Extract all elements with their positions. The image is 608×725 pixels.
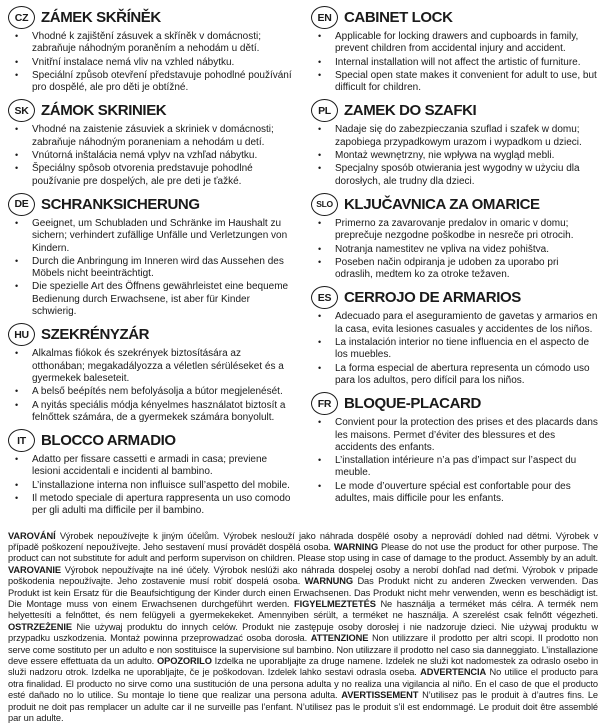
- left-column: [8, 6, 295, 523]
- warning-keyword-slo: OPOZORILO: [156, 656, 212, 667]
- section-en: [311, 6, 598, 94]
- section-title-sk: ZÁMOK SKRINIEK: [41, 102, 167, 120]
- section-header: [311, 99, 598, 122]
- bullet-item: • Le mode d’ouverture spécial est confortable pour des adultes, mais difficile pour les enfants.: [311, 481, 598, 506]
- section-header: [311, 193, 598, 216]
- lang-badge-cz: CZ: [8, 6, 35, 29]
- section-fr: [311, 392, 598, 505]
- lang-badge-en: EN: [311, 6, 338, 29]
- lang-badge-pl: PL: [311, 99, 338, 122]
- bullet-item: • Vhodné k zajištění zásuvek a skříněk v domácnosti; zabraňuje náhodným poraněním a nehodám u dětí.: [8, 31, 295, 56]
- warning-paragraph: [8, 531, 598, 725]
- bullet-item: • Adecuado para el aseguramiento de gavetas y armarios en la casa, evita lesiones casuales y accidentes de los niños.: [311, 311, 598, 336]
- section-hu: [8, 323, 295, 424]
- section-title-it: BLOCCO ARMADIO: [41, 432, 176, 450]
- warning-keyword-hu: FIGYELMEZTETÉS: [294, 599, 376, 610]
- bullet-item: • Vhodné na zaistenie zásuviek a skriniek v domácnosti; zabraňuje náhodným poraneniam a nehodám u detí.: [8, 124, 295, 149]
- section-de: [8, 193, 295, 318]
- bullet-item: • Die spezielle Art des Öffnens gewährleistet eine bequeme Bedienung durch Erwachsene, ist aber für Kinder schwierig.: [8, 281, 295, 318]
- section-es: [311, 286, 598, 387]
- section-title-fr: BLOQUE-PLACARD: [344, 395, 481, 413]
- bullet-item: • Special open state makes it convenient for adult to use, but difficult for children.: [311, 70, 598, 95]
- bullet-item: • Applicable for locking drawers and cupboards in family, prevent children from accidental injury and accident.: [311, 31, 598, 56]
- warning-text-cz: Výrobek nepoužívejte k jiným účelům. Výrobek neslouží jako náhrada dospělé osoby a neprovádí dohled nad dětmi. Výrobek v případě poškození nepoužívejte. Jeho sestavení musí provádět dospělá osoba.: [8, 530, 599, 553]
- lang-badge-hu: HU: [8, 323, 35, 346]
- bullet-item: • La forma especial de abertura representa un cómodo uso para los adultos, pero difícil para los niños.: [311, 363, 598, 388]
- bullet-list: [8, 124, 295, 187]
- bullet-item: • Geeignet, um Schubladen und Schränke im Haushalt zu sichern; verhindert zufällige Unfälle und Verletzungen von Kindern.: [8, 218, 295, 255]
- bullet-item: • Durch die Anbringung im Inneren wird das Aussehen des Möbels nicht beeinträchtigt.: [8, 256, 295, 281]
- bullet-list: [8, 348, 295, 424]
- section-header: [8, 193, 295, 216]
- section-title-en: CABINET LOCK: [344, 9, 453, 26]
- warning-keyword-pl: OSTRZEŻENIE: [8, 621, 72, 632]
- warning-keyword-en: WARNING: [333, 542, 379, 553]
- lang-badge-de: DE: [8, 193, 35, 216]
- bullet-item: • Convient pour la protection des prises et des placards dans les maisons. Permet d’éviter des blessures et des accidents des enfants.: [311, 417, 598, 454]
- warning-keyword-sk: VAROVANIE: [8, 564, 61, 575]
- section-title-cz: ZÁMEK SKŘÍNĚK: [41, 9, 161, 26]
- warning-text-es: No utilice el producto para otra finalidad. El producto no sirve como una sustitución de una persona adulta y no realiza una vigilancia al niño. En el caso de que el producto esté dañado no lo utilice. Su montaje lo tiene que realizar una persona adulta.: [8, 667, 598, 701]
- bullet-list: [8, 31, 295, 94]
- warning-text-it: Non utilizzare il prodotto per altri scopi. Il prodotto non serve come sostituto per un adulto e non sostituisce la supervisione sul bambino. Non utilizzare il prodotto nel caso sia danneggiato. L’installazione deve essere effettuata da un adulto.: [8, 633, 599, 667]
- lang-badge-slo: SLO: [311, 193, 338, 216]
- bullet-list: [311, 417, 598, 505]
- section-slo: [311, 193, 598, 281]
- section-title-slo: KLJUČAVNICA ZA OMARICE: [344, 195, 540, 213]
- section-header: [311, 6, 598, 29]
- section-title-hu: SZEKRÉNYZÁR: [41, 326, 150, 344]
- lang-badge-fr: FR: [311, 392, 338, 415]
- bullet-item: • Adatto per fissare cassetti e armadi in casa; previene lesioni accidentali e incidenti al bambino.: [8, 454, 295, 479]
- section-title-de: SCHRANKSICHERUNG: [41, 195, 200, 213]
- section-header: [311, 392, 598, 415]
- bullet-item: • A nyitás speciális módja kényelmes használatot biztosít a felnőttek számára, de a gyermekek számára bonyolult.: [8, 400, 295, 425]
- section-title-pl: ZAMEK DO SZAFKI: [344, 102, 477, 120]
- bullet-item: • A belső beépítés nem befolyásolja a bútor megjelenését.: [8, 386, 295, 398]
- section-header: [8, 429, 295, 452]
- bullet-list: [311, 311, 598, 387]
- bullet-item: • Špeciálny spôsob otvorenia predstavuje pohodlné používanie pre dospelých, ale pre deti je ťažké.: [8, 163, 295, 188]
- lang-badge-sk: SK: [8, 99, 35, 122]
- language-columns: [8, 6, 598, 523]
- section-title-es: CERROJO DE ARMARIOS: [344, 289, 521, 307]
- section-header: [8, 6, 295, 29]
- section-header: [8, 323, 295, 346]
- warning-keyword-fr: AVERTISSEMENT: [341, 690, 419, 701]
- warning-keyword-cz: VAROVÁNÍ: [8, 530, 56, 541]
- bullet-item: • Montaż wewnętrzny, nie wpływa na wygląd mebli.: [311, 150, 598, 162]
- warning-keyword-es: ADVERTENCIA: [420, 667, 487, 678]
- bullet-item: • Specjalny sposób otwierania jest wygodny w użyciu dla dorosłych, ale trudny dla dzieci.: [311, 163, 598, 188]
- warning-text-en: Please do not use the product for other purpose. The product can not substitute for adult and perform supervison on children. Please stop using in case of damage to the product. Assembly by an adult.: [8, 542, 599, 564]
- bullet-item: • Vnitřní instalace nemá vliv na vzhled nábytku.: [8, 57, 295, 69]
- warning-text-hu: Ne használja a terméket más célra. A termék nem helyettesíti a felnőttet, és nem felügyeli a gyermekekeket. Amennyiben sérült, a terméket ne használja. A szerelést csak felnőtt végezheti.: [8, 599, 598, 621]
- warning-text-fr: N’utilisez pas le produit à d’autres fins. Le produit ne doit pas remplacer un adulte car il ne surveille pas l’enfant. N’utilisez pas le produit s’il est endommagé. Le produit doit être assemblé par un adulte.: [8, 690, 598, 724]
- section-header: [8, 99, 295, 122]
- lang-badge-es: ES: [311, 286, 338, 309]
- section-cz: [8, 6, 295, 94]
- bullet-item: • Primerno za zavarovanje predalov in omaric v domu; preprečuje nezgodne poškodbe in nesreče pri otrocih.: [311, 218, 598, 243]
- section-it: [8, 429, 295, 517]
- bullet-list: [311, 218, 598, 281]
- bullet-item: • Speciální způsob otevření představuje pohodlné používání pro dospělé, ale pro děti je obtížné.: [8, 70, 295, 95]
- section-sk: [8, 99, 295, 187]
- bullet-item: • Il metodo speciale di apertura rappresenta un uso comodo per gli adulti ma difficile per il bambino.: [8, 493, 295, 518]
- lang-badge-it: IT: [8, 429, 35, 452]
- bullet-item: • Nadaje się do zabezpieczania szuflad i szafek w domu; zapobiega przypadkowym urazom i wypadkom u dzieci.: [311, 124, 598, 149]
- bullet-item: • Poseben način odpiranja je udoben za uporabo pri odraslih, medtem ko za otroke težaven.: [311, 257, 598, 282]
- warning-text-de: Das Produkt nicht zu anderen Zwecken verwenden. Das Produkt ist kein Ersatz für die Beaufsichtigung der Kinder durch einen Erwachsenen. Das Produkt nicht mehr verwenden, wenn es beschädigt ist. Die Montage muss von einem Erwachsenen durchgeführt werden.: [8, 576, 598, 610]
- right-column: [311, 6, 598, 523]
- bullet-item: • L’installation intérieure n’a pas d’impact sur l’aspect du meuble.: [311, 455, 598, 480]
- warning-text-sk: Výrobok nepoužívajte na iné účely. Výrobok neslúži ako náhrada dospelej osoby a nerobí dohľad nad deťmi. Výrobok v pripade poškodenia nepoužívajte. Jeho zostavenie musí robiť dospelá osoba.: [8, 564, 599, 587]
- bullet-list: [8, 454, 295, 517]
- bullet-list: [311, 124, 598, 187]
- bullet-item: • Notranja namestitev ne vpliva na videz pohištva.: [311, 244, 598, 256]
- warning-keyword-it: ATTENZIONE: [310, 633, 369, 644]
- bullet-list: [8, 218, 295, 318]
- bullet-item: • Alkalmas fiókok és szekrények biztosítására az otthonában; megakadályozza a véletlen sérüléseket és a gyermekek baleseteit.: [8, 348, 295, 385]
- bullet-item: • Internal installation will not affect the artistic of furniture.: [311, 57, 598, 69]
- warning-keyword-de: WARNUNG: [304, 576, 353, 587]
- warning-text-pl: Nie używaj produktu do innych celów. Produkt nie zastępuje osoby dorosłej i nie nadzoruje dzieci. Nie używaj produktu w przypadku uszkodzenia. Montaż powinna przeprowadzać osoba dorosła.: [8, 621, 598, 644]
- section-pl: [311, 99, 598, 187]
- bullet-list: [311, 31, 598, 94]
- bullet-item: • Vnútorná inštalácia nemá vplyv na vzhľad nábytku.: [8, 150, 295, 162]
- bullet-item: • L’installazione interna non influisce sull’aspetto del mobile.: [8, 480, 295, 492]
- warning-text-slo: Izdelka ne uporabljajte za druge namene. Izdelek ne služi kot nadomestek za odraslo osebo in služi nadzoru otrok. Izdelka ne uporabljajte, če je poškodovan. Izdelek lahko sestavi odrasla oseba.: [8, 656, 599, 678]
- section-header: [311, 286, 598, 309]
- bullet-item: • La instalación interior no tiene influencia en el aspecto de los muebles.: [311, 337, 598, 362]
